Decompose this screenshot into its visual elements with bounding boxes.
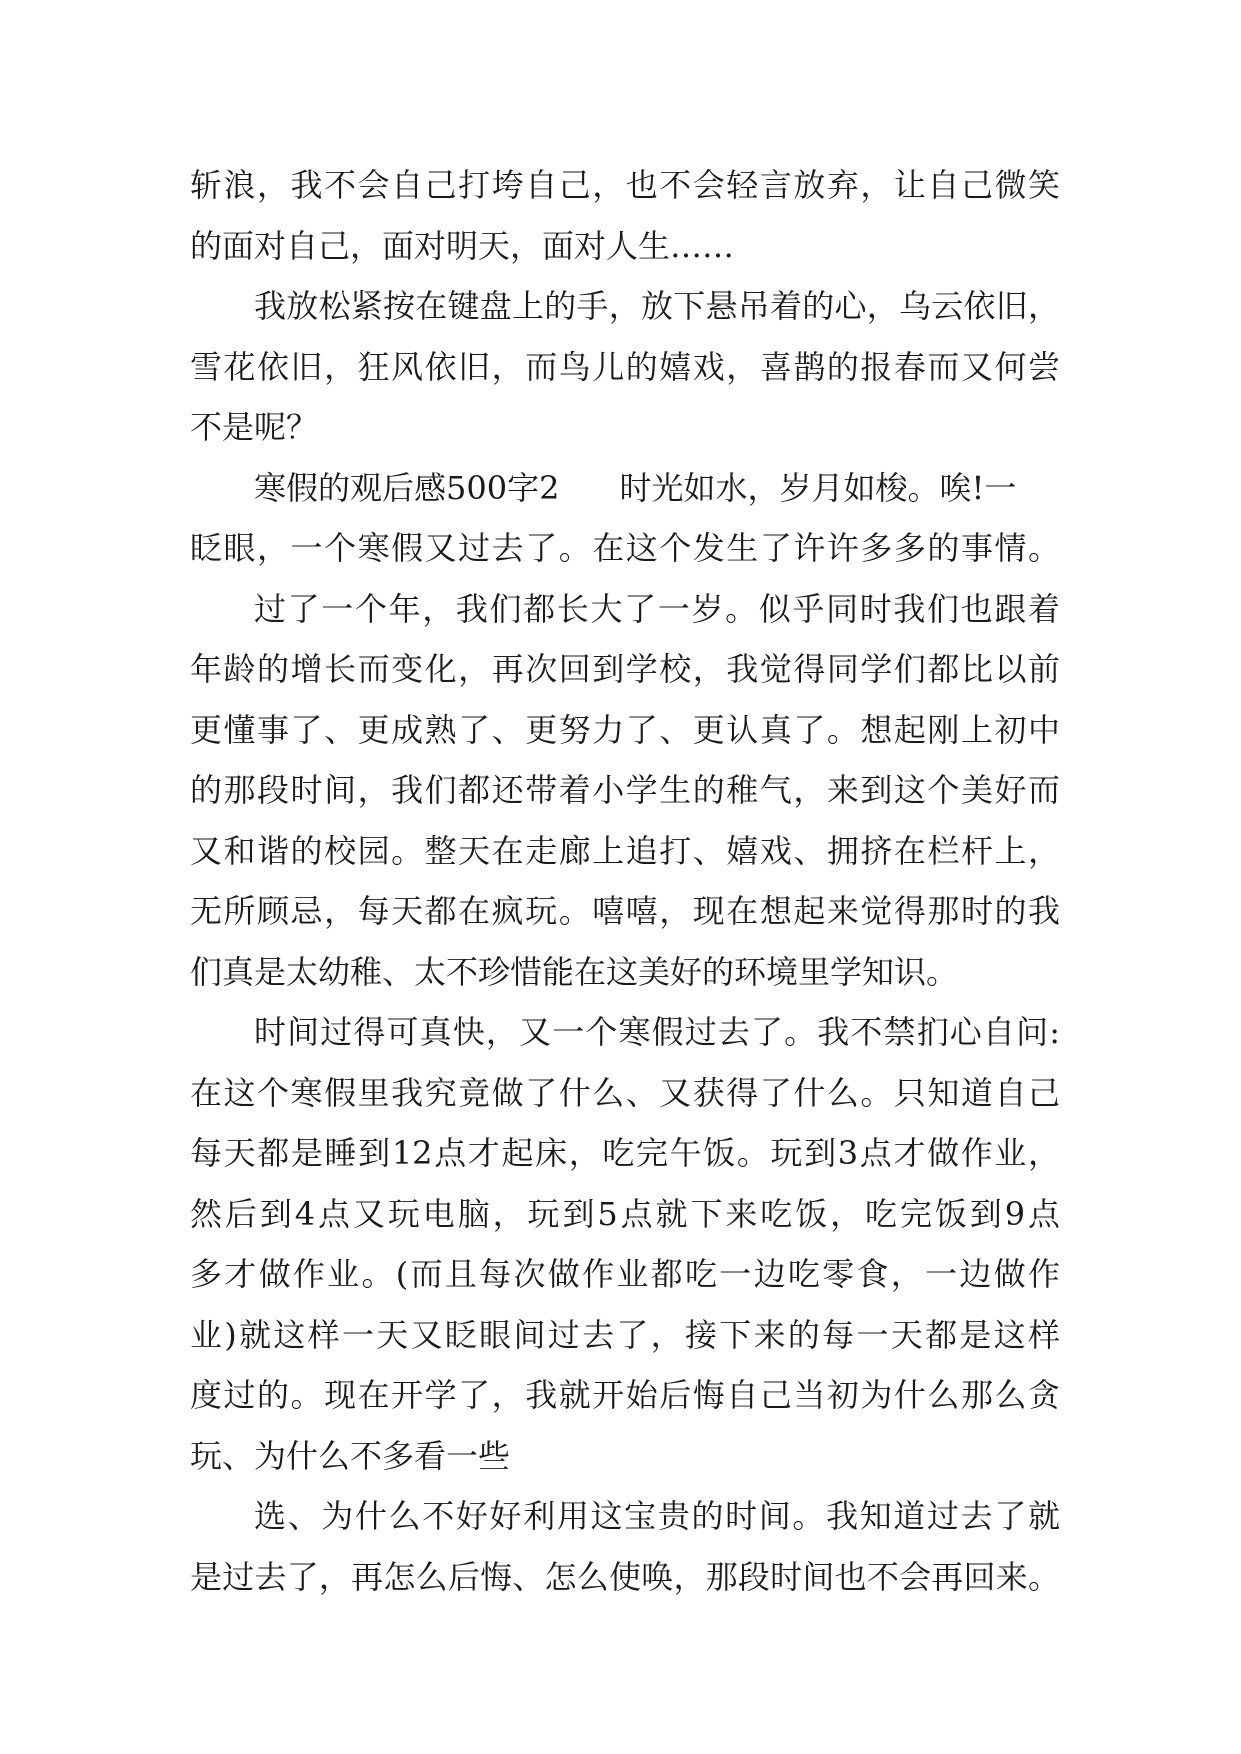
- text-line: 年龄的增长而变化，再次回到学校，我觉得同学们都比以前: [190, 650, 1060, 688]
- text-line: 玩、为什么不多看一些: [190, 1436, 511, 1475]
- text-line: 过了一个年，我们都长大了一岁。似乎同时我们也跟着: [254, 589, 1060, 628]
- section-heading: 寒假的观后感500字2: [254, 468, 560, 507]
- text-line: 眨眼，一个寒假又过去了。在这个发生了许许多多的事情。: [190, 529, 1060, 567]
- text-line: 雪花依旧，狂风依旧，而鸟儿的嬉戏，喜鹊的报春而又何尝: [190, 347, 1060, 386]
- text-line: 的那段时间，我们都还带着小学生的稚气，来到这个美好而: [190, 771, 1060, 809]
- text-line: 斩浪，我不会自己打垮自己，也不会轻言放弃，让自己微笑: [190, 166, 1060, 204]
- section-first-sentence: 时光如水，岁月如梭。唉!一: [619, 468, 1017, 507]
- text-line: 选、为什么不好好利用这宝贵的时间。我知道过去了就: [254, 1497, 1060, 1535]
- text-line: 是过去了，再怎么后悔、怎么使唤，那段时间也不会再回来。: [190, 1557, 1060, 1596]
- text-line: 们真是太幼稚、太不珍惜能在这美好的环境里学知识。: [190, 952, 959, 991]
- text-line: 多才做作业。(而且每次做作业都吃一边吃零食，一边做作: [190, 1255, 1060, 1293]
- text-line: 每天都是睡到12点才起床，吃完午饭。玩到3点才做作业，: [190, 1134, 1060, 1172]
- body-text: [190, 155, 1060, 1607]
- text-line: 更懂事了、更成熟了、更努力了、更认真了。想起刚上初中: [190, 710, 1060, 749]
- text-line: 业)就这样一天又眨眼间过去了，接下来的每一天都是这样: [190, 1315, 1060, 1354]
- text-line: 不是呢？: [190, 408, 319, 446]
- text-line: 然后到4点又玩电脑，玩到5点就下来吃饭，吃完饭到9点: [190, 1194, 1060, 1233]
- text-line: 无所顾忌，每天都在疯玩。嘻嘻，现在想起来觉得那时的我: [190, 892, 1060, 930]
- text-line-section-heading: [190, 458, 1060, 519]
- text-line: 我放松紧按在键盘上的手，放下悬吊着的心，乌云依旧，: [254, 287, 1060, 325]
- text-line: 又和谐的校园。整天在走廊上追打、嬉戏、拥挤在栏杆上，: [190, 831, 1060, 870]
- text-line: 在这个寒假里我究竟做了什么、又获得了什么。只知道自己: [190, 1073, 1060, 1112]
- text-line: 度过的。现在开学了，我就开始后悔自己当初为什么那么贪: [190, 1376, 1060, 1414]
- text-line: 的面对自己，面对明天，面对人生……: [190, 226, 735, 265]
- text-line: 时间过得可真快，又一个寒假过去了。我不禁扪心自问:: [254, 1013, 1060, 1051]
